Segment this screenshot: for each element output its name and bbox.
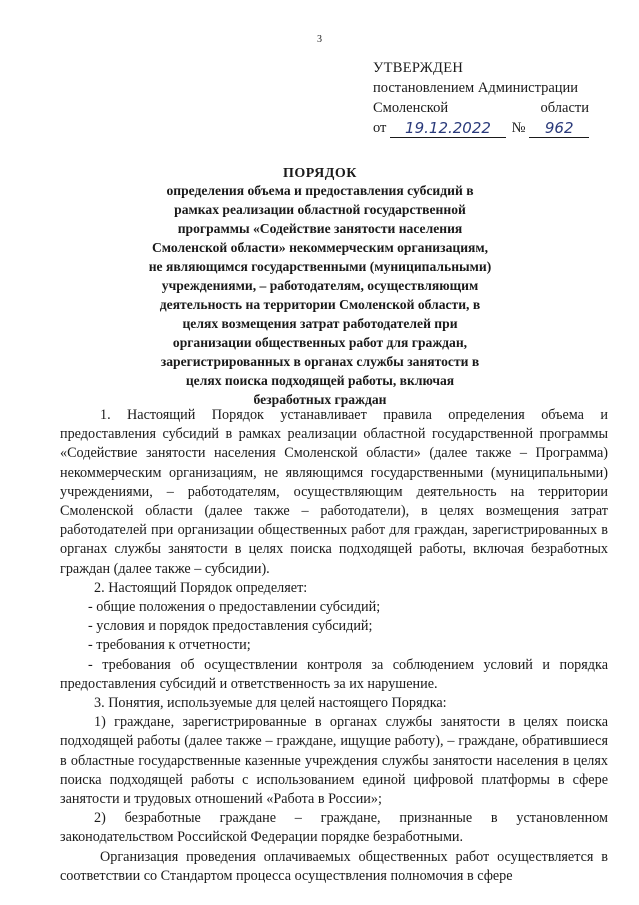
subtitle-line: целях возмещения затрат работодателей при <box>182 316 458 331</box>
subtitle-line: организации общественных работ для граждан, <box>172 335 468 350</box>
approval-line-2-left: Смоленской <box>373 100 449 116</box>
subtitle-line: безработных граждан <box>253 392 387 407</box>
subtitle-line: не являющимся государственными (муниципальными) <box>148 259 492 274</box>
list-item-conditions: - условия и порядок предоставления субсидий; <box>88 618 373 635</box>
subtitle-line: целях поиска подходящей работы, включая <box>185 373 455 388</box>
subtitle-line: деятельность на территории Смоленской области, в <box>159 297 481 312</box>
handwritten-date: 19.12.2022 <box>390 119 505 138</box>
date-prefix: от <box>373 120 387 136</box>
approval-title: УТВЕРЖДЕН <box>373 60 464 76</box>
paragraph-2: 2. Настоящий Порядок определяет: <box>94 579 308 596</box>
document-title: ПОРЯДОК <box>283 166 357 181</box>
list-item-control: - требования об осуществлении контроля за соблюдением условий и порядка предоставления субсидий и ответственность за их нарушение. <box>60 656 608 692</box>
paragraph-organization: Организация проведения оплачиваемых общественных работ осуществляется в соответствии со Стандартом процесса осуществления полномочия в сфере <box>60 848 608 884</box>
approval-line-2 <box>373 98 589 118</box>
document-body <box>60 406 608 886</box>
approval-date-line <box>373 118 589 138</box>
number-prefix: № <box>511 120 526 136</box>
subtitle-line: зарегистрированных в органах службы занятости в <box>160 354 480 369</box>
list-item-general-provisions: - общие положения о предоставлении субсидий; <box>88 599 381 616</box>
handwritten-number: 962 <box>529 119 589 138</box>
page-number: 3 <box>317 34 322 45</box>
subtitle-line: рамках реализации областной государственной <box>174 202 466 217</box>
subtitle-line: определения объема и предоставления субсидий в <box>166 183 474 198</box>
subtitle-line: Смоленской области» некоммерческим организациям, <box>151 240 489 255</box>
paragraph-1: 1. Настоящий Порядок устанавливает правила определения объема и предоставления субсидий в рамках реализации областной государственной программы «Содействие занятости населения Смоленской области» (далее также – Программа) некоммерческим организациям, не являющимся государственными (муниципальными) учреждениями, – работодателям, осуществляющим деятельность на территории Смоленской области (далее также – работодатели), в целях возмещения затрат работодателей при организации общественных работ для граждан, зарегистрированных в органах службы занятости в целях поиска подходящей работы, включая безработных граждан (далее также – субсидии). <box>60 407 608 577</box>
subtitle-line: учреждениями, – работодателям, осуществляющим <box>161 278 479 293</box>
document-subtitle <box>120 181 520 409</box>
definition-1: 1) граждане, зарегистрированные в органах службы занятости в целях поиска подходящей работы (далее также – граждане, ищущие работу), – граждане, обратившиеся в областные государственные казенные учреждения службы занятости населения в целях поиска подходящей работы с использованием единой цифровой платформы в сфере занятости и трудовых отношений «Работа в России»; <box>60 714 608 808</box>
subtitle-line: программы «Содействие занятости населения <box>177 221 463 236</box>
approval-stamp-block <box>373 58 589 138</box>
approval-line-2-right: области <box>540 100 589 116</box>
definition-2: 2) безработные граждане – граждане, признанные в установленном законодательством Российской Федерации порядке безработными. <box>60 810 608 846</box>
approval-line-1: постановлением Администрации <box>373 80 579 96</box>
paragraph-3: 3. Понятия, используемые для целей настоящего Порядка: <box>94 695 447 712</box>
list-item-reporting: - требования к отчетности; <box>88 637 251 654</box>
